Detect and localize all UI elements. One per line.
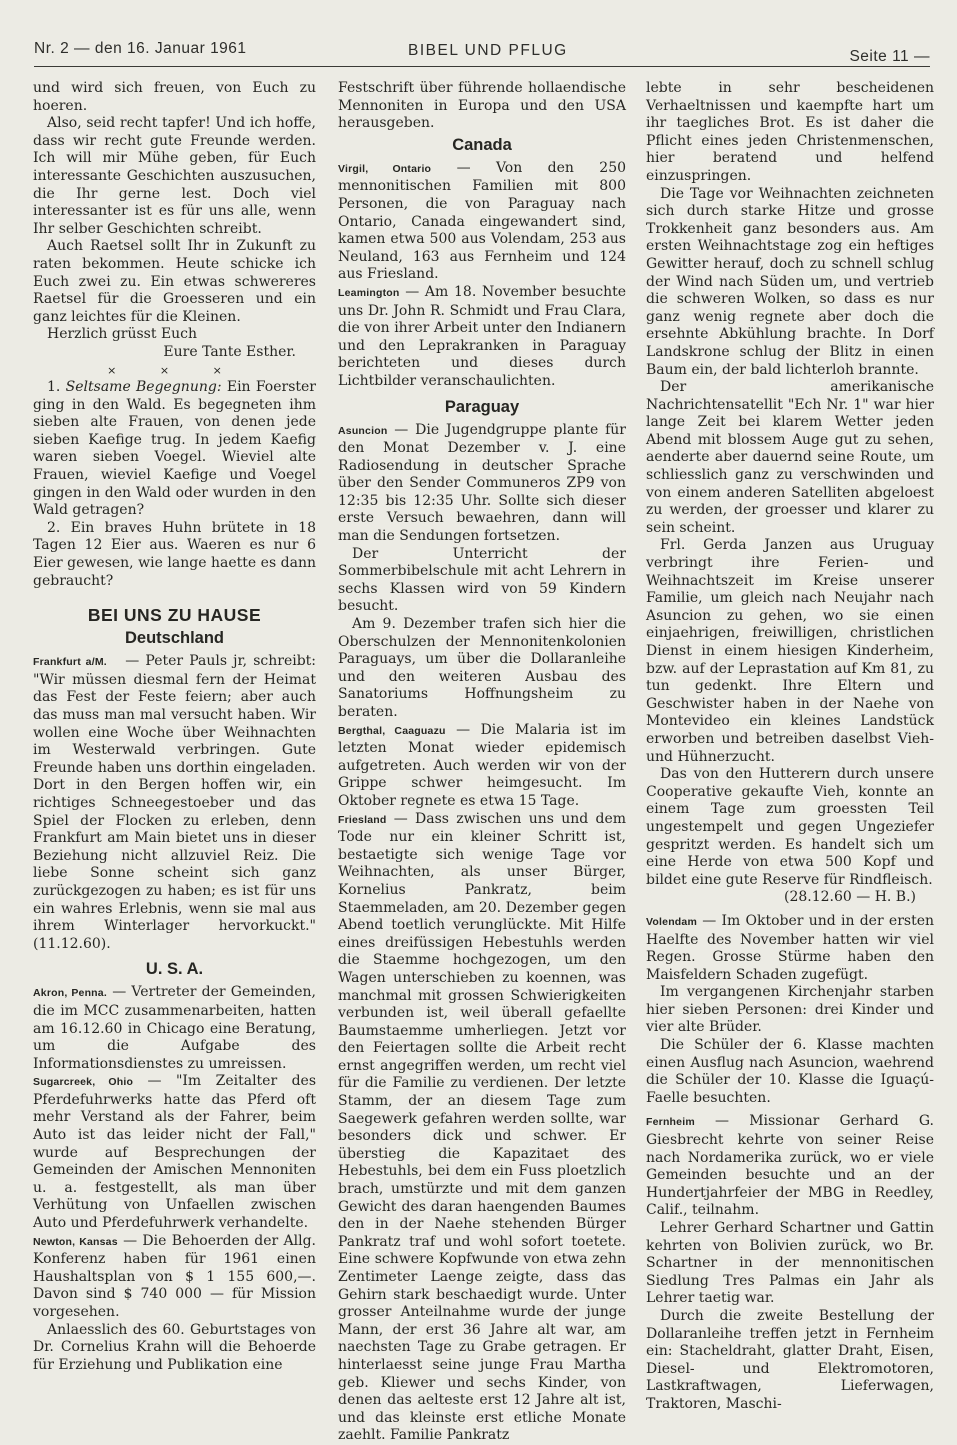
news-text: — Von den 250 mennonitischen Familien mit 800 Personen, die von Paraguay nach Ontario, Canada eingewandert sind, kamen etwa 500 aus Volendam, 253 aus Neuland, 163 aus Fernheim und 124 aus Friesland. [338,159,627,283]
placename: Volendam [646,915,697,928]
paragraph: Also, seid recht tapfer! Und ich hoffe, dass wir recht gute Freunde werden. Ich will mir Mühe geben, für Euch interessante Geschichten auszusuchen, die Ihr gerne lest. Doch viel interessanter ist es für uns alle, wenn Ihr selber Geschichten schreibt. [33,115,316,237]
placename: Sugarcreek, Ohio [33,1076,134,1089]
column-2 [338,80,627,1444]
country-heading: Canada [452,135,512,154]
news-text: — Peter Pauls jr, schreibt: "Wir müssen diesmal fern der Heimat das Fest der Feste feiern; aber auch das muss man mal versucht haben. Wir wollen eine Woche über Weihnachten im Westerwald verbringen. Gute Freunde haben uns dorthin eingeladen. Dort in den Bergen hoffen wir, ein richtiges Schneegestoeber und das Spiel der Flocken zu erleben, denn Frankfurt am Main bietet uns in dieser Beziehung nicht allzuviel Reiz. Die liebe Sonne scheint sich ganz zurückgezogen zu haben; es ist für uns ein wahres Erlebnis, wenn sie mal aus ihrem Winterlager hervorkuckt." (11.12.60). [33,653,317,952]
news-item [338,422,626,546]
country-heading: U. S. A. [145,960,204,979]
paragraph: Lehrer Gerhard Schartner und Gattin kehrten von Bolivien zurück, wo Br. Schartner in der mennonitischen Siedlung Tres Palmas ein Jahr als Lehrer taetig war. [646,1220,934,1307]
paragraph: Die Tage vor Weihnachten zeichneten sich durch starke Hitze und grosse Trokkenheit ganz besonders aus. Am ersten Weihnachtstage zog ein heftiges Gewitter herauf, doch zu schnell schlug der Wind nach Süden um, und vertrieb die schweren Wolken, so dass es nur ganz wenig regnete aber doch die ersehnte Abkühlung brachte. In Dorf Landskrone schlug der Blitz in einen Baum ein, der bald lichterloh brannte. [646,185,934,378]
news-item [646,1113,934,1220]
news-item [338,811,626,1445]
news-item [646,913,934,984]
country-heading: Paraguay [444,397,520,416]
news-item [33,1073,316,1232]
riddle-title: Seltsame Begegnung: [65,379,222,396]
paragraph: und wird sich freuen, von Euch zu hoeren. [33,80,316,114]
placename: Virgil, Ontario [338,162,432,175]
newspaper-title: BIBEL UND PFLUG [408,42,568,59]
paragraph: lebte in sehr bescheidenen Verhaeltnissen und kaempfte hart um ihr taegliches Brot. Es ist daher die Pflicht eines jeden Christenmenschen, hier beratend und helfend einzuspringen. [646,80,934,184]
paragraph: Auch Raetsel sollt Ihr in Zukunft zu raten bekommen. Heute schicke ich Euch zwei zu. Ein etwas schwereres Raetsel für die Groesseren und ein ganz leichtes für die Kleinen. [33,238,316,325]
placename: Friesland [338,813,387,826]
page-header [34,36,930,68]
signature: Eure Tante Esther. [163,343,296,360]
paragraph: Frl. Gerda Janzen aus Uruguay verbringt ihre Ferien- und Weihnachtszeit im Kreise unserer Familie, um gleich nach Neujahr nach Asuncion zu gehen, wo sie einen einjaehrigen, freiwilligen, christlichen Dienst in einem hiesigen Kinderheim, bzw. auf der Leprastation auf Km 81, zu tun gedenkt. Ihre Eltern und Geschwister haben in der Naehe von Montevideo ein kleines Landstück erworben und betreiben daselbst Vieh- und Hühnerzucht. [646,537,934,765]
news-text: — Die Malaria ist im letzten Monat wieder epidemisch aufgetreten. Auch werden wir von der Grippe schwer heimgesucht. Im Oktober regnete es etwa 15 Tage. [338,721,627,809]
column-3 [646,80,934,1412]
news-text: — "Im Zeitalter des Pferdefuhrwerks hatte das Pferd oft mehr Verstand als der Fahrer, beim Auto ist das leider nicht der Fall," wurde auf Besprechungen der Gemeinden der Amischen Mennoniten u. a. festgestellt, als man über Verhütung von Unfaellen zwischen Auto und Pferdefuhrwerk verhandelte. [33,1073,317,1232]
separator: × × × [107,363,242,377]
news-text: — Am 18. November besuchte uns Dr. John R. Schmidt und Frau Clara, die von ihrer Arbeit unter den Indianern und den Leprakranken in Paraguay berichteten und dieses durch Lichtbilder veranschaulichten. [338,283,626,389]
section-title: BEI UNS ZU HAUSE [87,605,262,626]
paragraph: Die Schüler der 6. Klasse machten einen Ausflug nach Asuncion, waehrend die Schüler der 10. Klasse die Iguaçú-Faelle besuchten. [646,1037,934,1106]
news-text: — Im Oktober und in der ersten Haelfte des November hatten wir viel Regen. Grosse Stürme haben den Maisfeldern Schaden zugefügt. [646,912,934,983]
riddle-text: Ein Foerster ging in den Wald. Es begegneten ihm sieben alte Frauen, von denen jede sieben Kaefige trug. In jedem Kaefig waren sieben Voegel. Wieviel alte Frauen, wieviel Kaefige und Voegel gingen in den Wald oder wurden in den Wald getragen? [33,379,316,519]
paragraph: Durch die zweite Bestellung der Dollaranleihe treffen jetzt in Fernheim ein: Stacheldraht, glatter Draht, Eisen, Diesel- und Elektromotoren, Lastkraftwagen, Lieferwagen, Traktoren, Maschi- [646,1307,934,1412]
country-heading: Deutschland [124,629,225,648]
paragraph: Anlaesslich des 60. Geburtstages von Dr. Cornelius Krahn will die Behoerde für Erziehung und Publikation eine [33,1321,316,1373]
news-item [33,1233,316,1322]
riddle-1 [33,379,316,520]
news-text: — Vertreter der Gemeinden, die im MCC zusammenarbeiten, hatten am 16.12.60 in Chicago eine Beratung, um die Aufgabe des Informationsdienstes zu umreissen. [33,984,317,1072]
placename: Newton, Kansas [33,1235,118,1248]
paragraph: Der amerikanische Nachrichtensatellit "Ech Nr. 1" war hier lange Zeit bei klarem Wetter jeden Abend mit blossem Auge gut zu sehen, aenderte aber dauernd seine Route, um schliesslich ganz zu verschwinden und von einem anderen Satelliten abgeloest zu werden, der groesser und klarer zu sein scheint. [646,379,934,536]
column-1 [33,80,316,1385]
news-text: — Die Jugendgruppe plante für den Monat Dezember v. J. eine Radiosendung in deutscher Sprache über den Sender Communeros ZP9 von 12:35 bis 12:35 Uhr. Sollte sich dieser erste Versuch bewaehren, dann will man die Sendungen fortsetzen. [338,421,626,545]
placename: Fernheim [646,1116,695,1129]
news-text: — Die Behoerden der Allg. Konferenz haben für 1961 einen Haushaltsplan von $ 1 155 600,—. Davon sind $ 740 000 — für Mission vorgesehen. [33,1232,316,1320]
news-item [338,284,626,391]
riddle-2: 2. Ein braves Huhn brütete in 18 Tagen 12 Eier aus. Waeren es nur 6 Eier gewesen, wie lange haette es dann gebraucht? [33,519,316,589]
news-text: — Dass zwischen uns und dem Tode nur ein kleiner Schritt ist, bestaetigte sich wenige Tage vor Weihnachten, als unser Bürger, Kornelius Pankratz, beim Staemmeladen, am 20. Dezember gegen Abend toetlich verunglückte. Mit Hilfe eines dreifüssigen Hebestuhls werden die Staemme hochgezogen, um den Wagen unterschieben zu koennen, was manchmal mit grossen Schwierigkeiten verbunden ist, weil überall gefaellte Baumstaemme umherliegen. Jetzt vor den Feiertagen sollte die Arbeit recht ernst angegriffen werden, um recht viel für die Familie zu verdienen. Der letzte Stamm, der an diesem Tage zum Saegewerk gefahren werden sollte, war besonders dick und schwer. Er überstieg die Kapazitaet des Hebestuhls, bei dem ein Fuss ploetzlich brach, umstürzte und mit dem ganzen Gewicht des daran haengenden Baumes den in der Naehe stehenden Bürger Pankratz traf und wohl sofort toetete. Eine schwere Kopfwunde von etwa zehn Zentimeter Laenge zeigte, dass das Gehirn stark beschaedigt wurde. Unter grosser Anteilnahme wurde der junge Mann, der erst 36 Jahre alt war, am naechsten Tage zu Grabe getragen. Er hinterlaesst seine junge Frau Martha geb. Kliewer und sechs Kinder, von denen das aelteste erst 12 Jahre alt ist, und das kleinste erst etliche Monate zaehlt. Familie Pankratz [338,810,627,1444]
placename: Bergthal, Caaguazu [338,724,446,737]
signature: (28.12.60 — H. B.) [783,889,916,906]
header-rule [34,66,930,67]
paragraph: Am 9. Dezember trafen sich hier die Oberschulzen der Mennonitenkolonien Paraguays, um über die Dollaranleihe und den weiteren Ausbau des Sanatoriums Hoffnungsheim zu beraten. [338,616,626,720]
paragraph: Im vergangenen Kirchenjahr starben hier sieben Personen: drei Kinder und vier alte Brüder. [646,984,934,1036]
paragraph: Das von den Hutterern durch unsere Cooperative gekaufte Vieh, konnte an einem Tage zum groessten Teil ungestempelt und gegen Ungeziefer gespritzt werden. Es handelt sich um eine Herde von etwa 500 Kopf und bildet eine gute Reserve für Rindfleisch. [646,766,934,888]
placename: Akron, Penna. [33,987,107,1000]
placename: Leamington [338,286,400,299]
paragraph: Festschrift über führende hollaendische Mennoniten in Europa und den USA herausgeben. [338,80,626,132]
placename: Frankfurt a/M. [33,656,107,669]
news-item [33,653,316,953]
news-text: — Missionar Gerhard G. Giesbrecht kehrte von seiner Reise nach Nordamerika zurück, wo er viele Gemeinden besuchte und an der Hundertjahrfeier der MBG in Reedley, Calif., teilnahm. [646,1113,934,1219]
issue-date: Nr. 2 — den 16. Januar 1961 [34,40,247,57]
placename: Asuncion [338,424,388,437]
news-item [33,984,316,1073]
riddle-number: 1. [47,379,61,396]
news-item [338,160,626,284]
paragraph: Der Unterricht der Sommerbibelschule mit acht Lehrern in sechs Klassen wird von 59 Kindern besucht. [338,545,626,615]
page-number: Seite 11 — [849,48,930,65]
greeting: Herzlich grüsst Euch [47,326,198,343]
news-item [338,722,626,811]
